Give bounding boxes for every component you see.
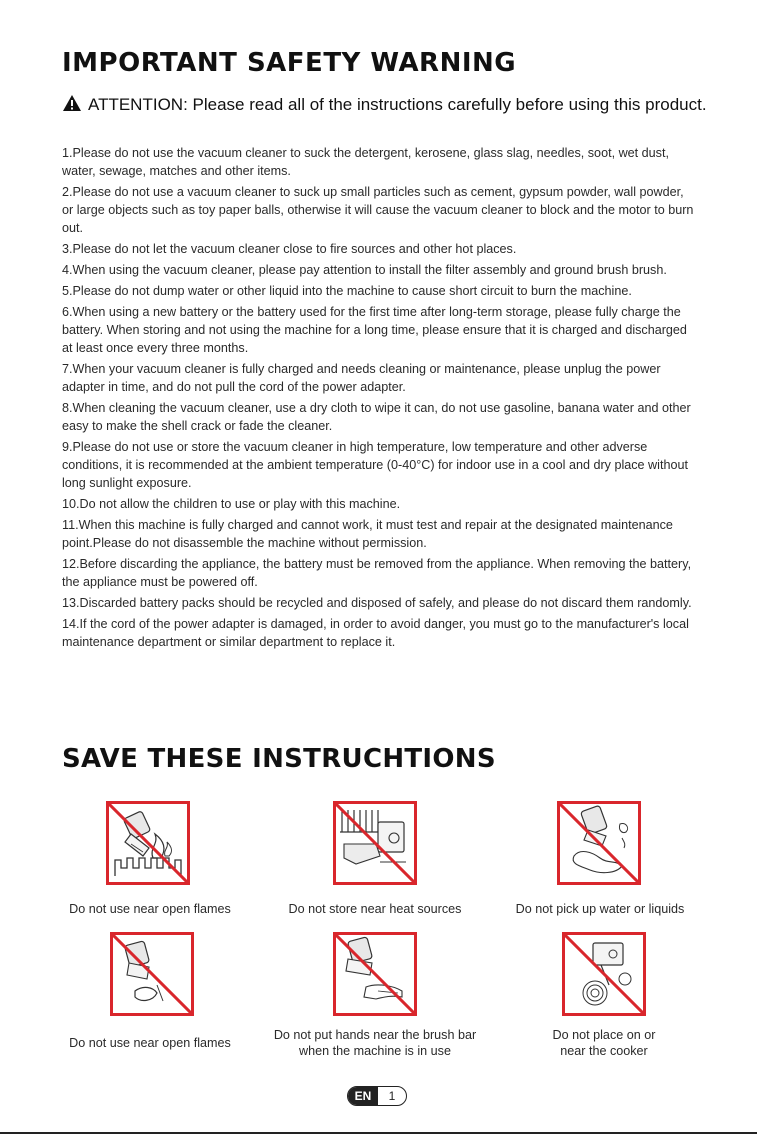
pictogram-caption: Do not use near open flames bbox=[69, 902, 231, 916]
no-hands-near-brush-icon bbox=[333, 932, 417, 1016]
warning-item: 6.When using a new battery or the battery used for the first time after long-term storage, please fully charge the battery. When storing and not using the machine for a long time, please ensure that it is charged and discharged at least once every three months. bbox=[62, 305, 687, 355]
attention-notice bbox=[62, 93, 728, 117]
page-title: IMPORTANT SAFETY WARNING bbox=[62, 48, 517, 78]
warning-list bbox=[62, 144, 694, 654]
warning-item: 11.When this machine is fully charged and cannot work, it must test and repair at the designated maintenance point.Please do not disassemble the machine without permission. bbox=[62, 518, 673, 550]
warning-item: 10.Do not allow the children to use or play with this machine. bbox=[62, 497, 401, 511]
pictogram-caption: Do not use near open flames bbox=[69, 1036, 231, 1050]
save-instructions-heading: SAVE THESE INSTRUCHTIONS bbox=[62, 744, 496, 774]
warning-item: 4.When using the vacuum cleaner, please pay attention to install the filter assembly and ground brush brush. bbox=[62, 263, 667, 277]
warning-item: 7.When your vacuum cleaner is fully charged and needs cleaning or maintenance, please unplug the power adapter in time, and do not pull the cord of the power adapter. bbox=[62, 362, 661, 394]
warning-item: 1.Please do not use the vacuum cleaner to suck the detergent, kerosene, glass slag, needles, soot, wet dust, water, sewage, matches and other items. bbox=[62, 146, 669, 178]
warning-item: 9.Please do not use or store the vacuum cleaner in high temperature, low temperature and other adverse conditions, it is recommended at the ambient temperature (0-40°C) for indoor use in a cool and dry place without long sunlight exposure. bbox=[62, 440, 688, 490]
pictogram-caption: Do not pick up water or liquids bbox=[515, 902, 685, 916]
attention-text: ATTENTION: Please read all of the instructions carefully before using this product. bbox=[88, 95, 707, 114]
pictogram-caption: Do not store near heat sources bbox=[288, 902, 462, 916]
page-number: 1 bbox=[388, 1089, 396, 1103]
bottom-divider bbox=[0, 1132, 757, 1134]
warning-item: 14.If the cord of the power adapter is damaged, in order to avoid danger, you must go to the manufacturer's local maintenance department or similar department to replace it. bbox=[62, 617, 689, 649]
no-cooker-icon bbox=[562, 932, 646, 1016]
warning-item: 5.Please do not dump water or other liquid into the machine to cause short circuit to burn the machine. bbox=[62, 284, 632, 298]
no-open-flames-icon bbox=[106, 801, 190, 885]
pictogram-caption-line: Do not put hands near the brush bar bbox=[273, 1028, 477, 1042]
pictogram-caption-line: Do not place on or bbox=[552, 1028, 656, 1042]
warning-item: 13.Discarded battery packs should be recycled and disposed of safely, and please do not discard them randomly. bbox=[62, 596, 692, 610]
warning-item: 8.When cleaning the vacuum cleaner, use a dry cloth to wipe it can, do not use gasoline, banana water and other easy to make the shell crack or fade the cleaner. bbox=[62, 401, 691, 433]
no-open-flames-2-icon bbox=[110, 932, 194, 1016]
no-liquids-icon bbox=[557, 801, 641, 885]
page-number-badge bbox=[347, 1086, 407, 1106]
pictogram-caption-line: near the cooker bbox=[560, 1044, 648, 1058]
warning-triangle-icon bbox=[62, 94, 82, 112]
pictogram-caption-line: when the machine is in use bbox=[299, 1044, 451, 1058]
no-heat-sources-icon bbox=[333, 801, 417, 885]
warning-item: 12.Before discarding the appliance, the battery must be removed from the appliance. When removing the battery, the appliance must be powered off. bbox=[62, 557, 692, 589]
warning-item: 3.Please do not let the vacuum cleaner close to fire sources and other hot places. bbox=[62, 242, 517, 256]
warning-item: 2.Please do not use a vacuum cleaner to suck up small particles such as cement, gypsum powder, wall powder, or large objects such as toy paper balls, otherwise it will cause the vacuum cleaner to block and the motor to burn out. bbox=[62, 185, 694, 235]
language-code: EN bbox=[348, 1087, 378, 1105]
